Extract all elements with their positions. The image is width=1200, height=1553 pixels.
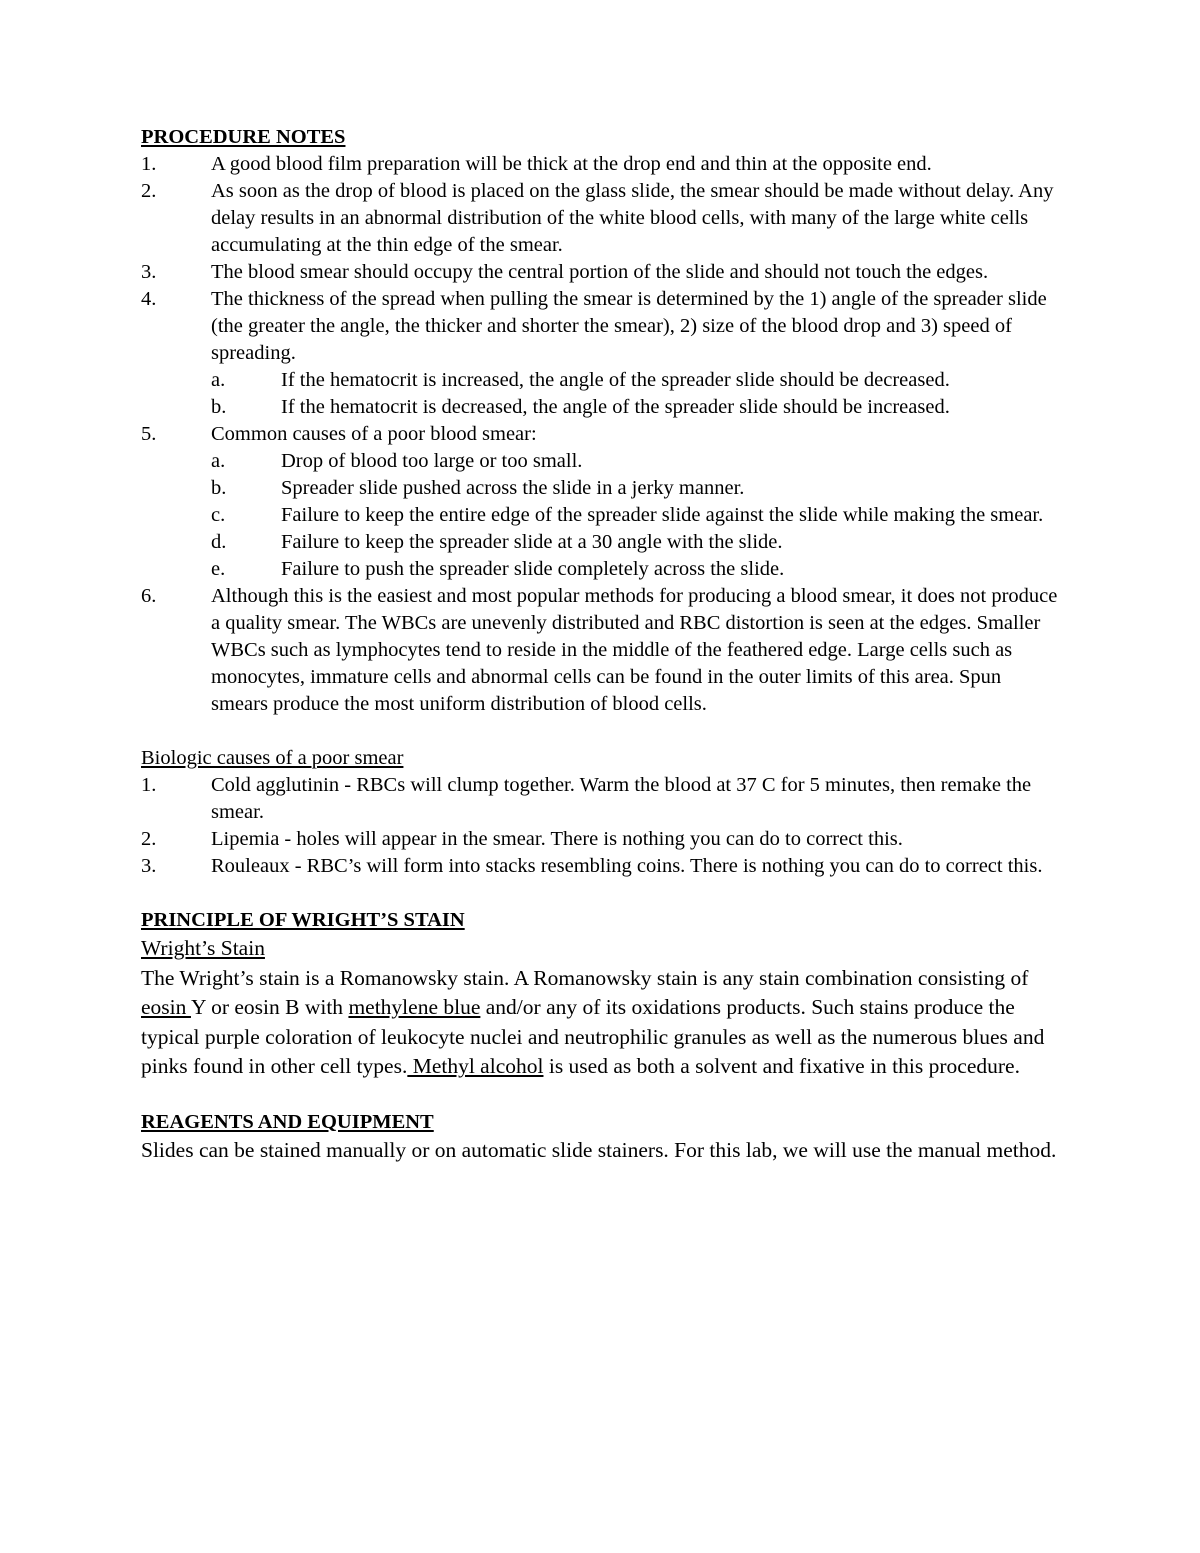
list-item [141, 178, 1061, 259]
list-item-text: The thickness of the spread when pulling the smear is determined by the 1) angle of the spreader slide (the greater the angle, the thicker and shorter the smear), 2) size of the blood drop and 3) speed of spreading. [211, 288, 1047, 364]
sub-list-item-letter: e. [211, 558, 226, 580]
sub-list-item-letter: b. [211, 477, 227, 499]
reagents-heading: REAGENTS AND EQUIPMENT [141, 1110, 434, 1133]
list-item-text: As soon as the drop of blood is placed on the glass slide, the smear should be made without delay. Any delay results in an abnormal distribution of the white blood cells, with many of the large white cells accumulating at the thin edge of the smear. [211, 180, 1054, 256]
list-item-number: 1. [141, 774, 157, 796]
list-item-number: 6. [141, 585, 157, 607]
list-item [141, 583, 1061, 718]
document-content [141, 124, 1061, 1165]
list-item-number: 3. [141, 855, 157, 877]
list-item-text: Cold agglutinin - RBCs will clump together. Warm the blood at 37 C for 5 minutes, then remake the smear. [211, 774, 1032, 823]
sub-list-item-letter: a. [211, 369, 226, 391]
list-item [141, 772, 1061, 826]
list-item-text: Common causes of a poor blood smear: [211, 423, 537, 445]
sub-list-item [211, 475, 1061, 502]
list-item [141, 853, 1061, 880]
sub-list-item-letter: d. [211, 531, 227, 553]
sub-list-item-text: Drop of blood too large or too small. [281, 450, 583, 472]
list-item-text: The blood smear should occupy the central portion of the slide and should not touch the edges. [211, 261, 989, 283]
sub-list-item-letter: c. [211, 504, 226, 526]
list-item-number: 2. [141, 180, 157, 202]
list-item-number: 1. [141, 153, 157, 175]
eosin-term: eosin [141, 995, 191, 1019]
sub-list-item [211, 529, 1061, 556]
list-item-number: 2. [141, 828, 157, 850]
sub-list-item [211, 448, 1061, 475]
procedure-heading: PROCEDURE NOTES [141, 126, 346, 148]
reagents-paragraph: Slides can be stained manually or on automatic slide stainers. For this lab, we will use the manual method. [141, 1137, 1057, 1162]
biologic-list [141, 772, 1061, 880]
list-item-text: Lipemia - holes will appear in the smear. There is nothing you can do to correct this. [211, 828, 903, 850]
list-item-text: Although this is the easiest and most popular methods for producing a blood smear, it does not produce a quality smear. The WBCs are unevenly distributed and RBC distortion is seen at the edges. Smaller WBCs such as lymphocytes tend to reside in the middle of the feathered edge. Large cells such as monocytes, immature cells and abnormal cells can be found in the outer limits of this area. Spun smears produce the most uniform distribution of blood cells. [211, 585, 1058, 715]
methylene-blue-term: methylene blue [348, 995, 481, 1019]
sub-list-item-text: Failure to keep the spreader slide at a 30 angle with the slide. [281, 531, 783, 553]
list-item-number: 3. [141, 261, 157, 283]
sub-list-item-letter: a. [211, 450, 226, 472]
principle-paragraph: The Wright’s stain is a Romanowsky stain. A Romanowsky stain is any stain combination consisting of eosin Y or eosin B with methylene blue and/or any of its oxidations products. Such stains produce the typical purple coloration of leukocyte nuclei and neutrophilic granules as well as the numerous blues and pinks found in other cell types. Methyl alcohol is used as both a solvent and fixative in this procedure. [141, 965, 1045, 1078]
list-item [141, 826, 1061, 853]
methyl-alcohol-term: Methyl alcohol [407, 1054, 544, 1078]
sub-list-item [211, 556, 1061, 583]
list-item-text: A good blood film preparation will be thick at the drop end and thin at the opposite end. [211, 153, 932, 175]
sub-list-item-letter: b. [211, 396, 227, 418]
sub-list-item [211, 367, 1061, 394]
sub-list-item-text: Failure to keep the entire edge of the spreader slide against the slide while making the smear. [281, 504, 1044, 526]
list-item [141, 151, 1061, 178]
list-item [141, 259, 1061, 286]
list-item [141, 421, 1061, 448]
sub-list-item [211, 502, 1061, 529]
list-item [141, 286, 1061, 367]
list-item-number: 4. [141, 288, 157, 310]
sub-list-item [211, 394, 1061, 421]
list-item-number: 5. [141, 423, 157, 445]
sub-list-item-text: Failure to push the spreader slide completely across the slide. [281, 558, 785, 580]
principle-subheading: Wright’s Stain [141, 936, 265, 960]
biologic-heading: Biologic causes of a poor smear [141, 747, 404, 769]
sub-list-item-text: If the hematocrit is decreased, the angle of the spreader slide should be increased. [281, 396, 950, 418]
sub-list-item-text: If the hematocrit is increased, the angle of the spreader slide should be decreased. [281, 369, 950, 391]
sub-list-item-text: Spreader slide pushed across the slide in a jerky manner. [281, 477, 745, 499]
principle-heading: PRINCIPLE OF WRIGHT’S STAIN [141, 909, 465, 931]
procedure-list [141, 151, 1061, 718]
list-item-text: Rouleaux - RBC’s will form into stacks resembling coins. There is nothing you can do to correct this. [211, 855, 1043, 877]
